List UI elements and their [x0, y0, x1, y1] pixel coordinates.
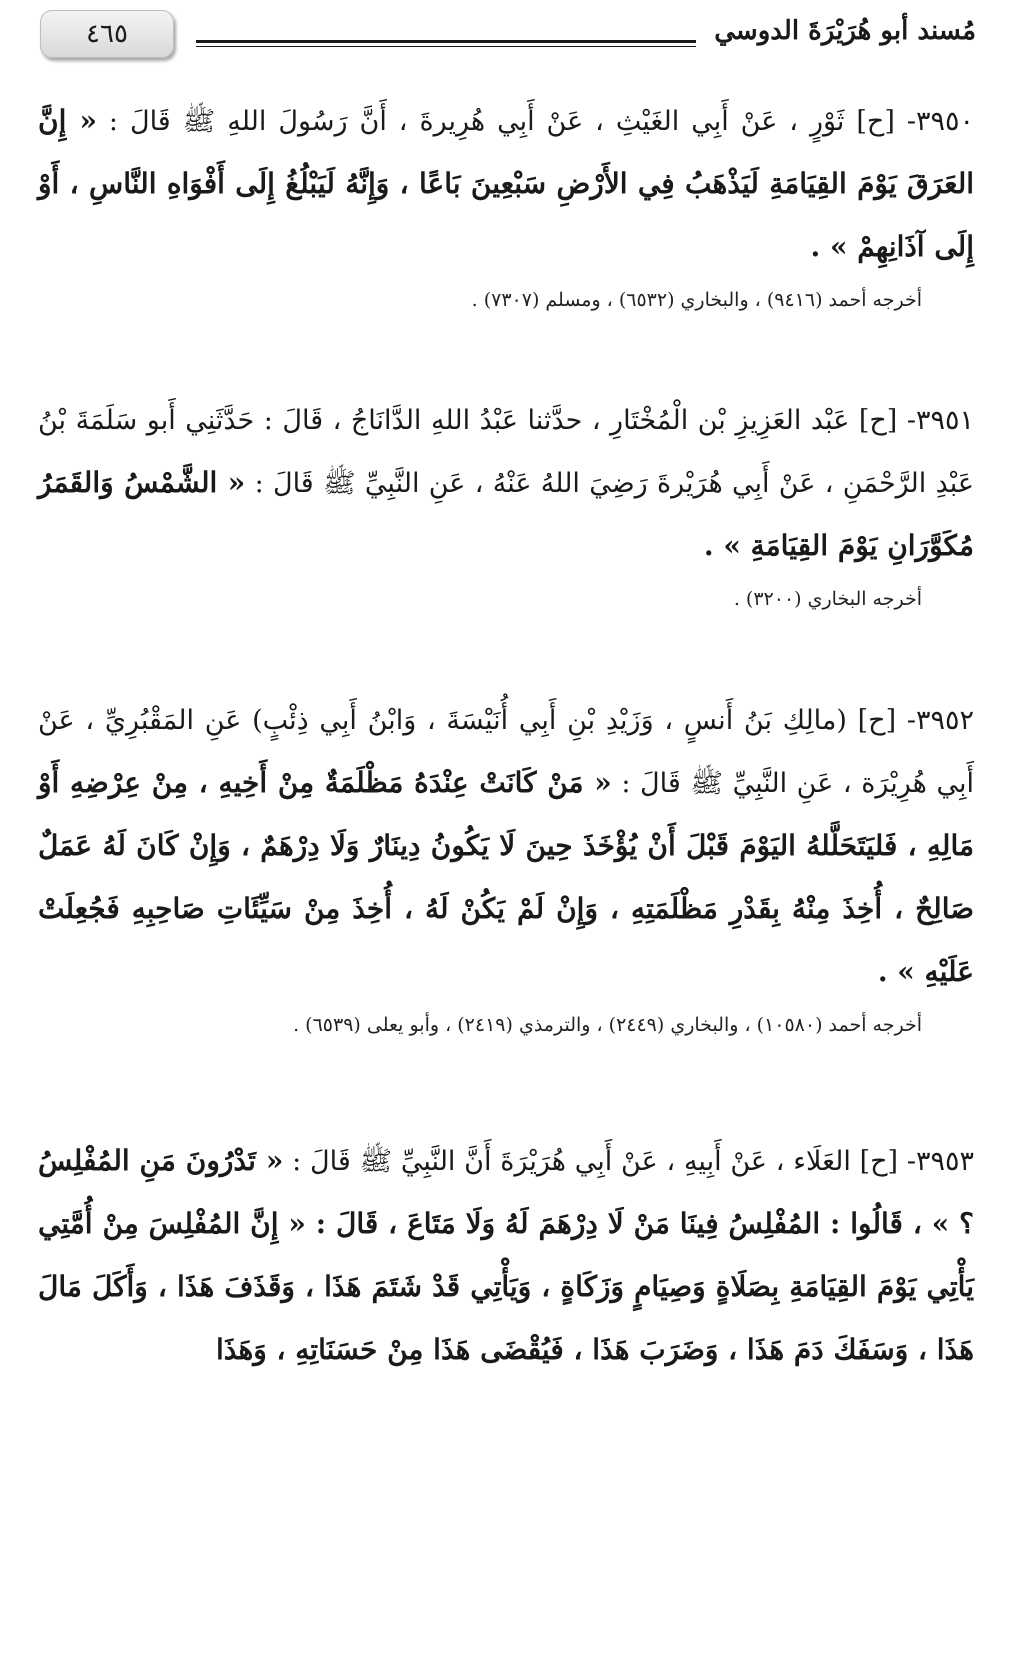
- hadith-matn: « مَنْ كَانَتْ عِنْدَهُ مَظْلَمَةٌ مِنْ أَخِيهِ ، مِنْ عِرْضِهِ أَوْ مَالِهِ ، فَليَتَحَلَّلهُ اليَوْمَ قَبْلَ أَنْ يُؤْخَذَ حِينَ لَا يَكُونُ دِينَارٌ وَلَا دِرْهَمٌ ، وَإِنْ كَانَ لَهُ عَمَلٌ صَالِحٌ ، أُخِذَ مِنْهُ بِقَدْرِ مَظْلَمَتِهِ ، وَإِنْ لَمْ يَكُنْ لَهُ ، أُخِذَ مِنْ سَيِّئَاتِ صَاحِبِهِ فَجُعِلَتْ عَلَيْهِ » .: [38, 766, 974, 988]
- header-rule-thin: [196, 46, 696, 47]
- hadith-matn: « إِنَّ العَرَقَ يَوْمَ القِيَامَةِ لَيَذْهَبُ فِي الأَرْضِ سَبْعِينَ بَاعًا ، وَإِنَّهُ لَيَبْلُغُ إِلَى أَفْوَاهِ النَّاسِ ، أَوْ إِلَى آذَانِهِمْ » .: [38, 104, 974, 263]
- hadith-number: ٣٩٥١-: [906, 405, 974, 436]
- hadith-isnad: [ح] (مالِكِ بَنُ أَنسٍ ، وَزَيْدِ بْنِ أَبِي أُنَيْسَةَ ، وَابْنُ أَبِي ذِئْبٍ) عَنِ المَقْبُرِيِّ ، عَنْ أَبِي هُرِيْرَة ، عَنِ النَّبِيِّ ﷺ قَالَ :: [38, 705, 974, 799]
- hadith-3950: [38, 90, 974, 315]
- hadith-number: ٣٩٥٢-: [906, 705, 974, 736]
- hadith-matn: « تَدْرُونَ مَنِ المُفْلِسُ ؟ » ، قَالُوا : المُفْلِسُ فِينَا مَنْ لَا دِرْهَمَ لَهُ وَلَا مَتَاعَ ، قَالَ : « إِنَّ المُفْلِسَ مِنْ أُمَّتِي يَأْتِي يَوْمَ القِيَامَةِ بِصَلَاةٍ وَصِيَامٍ وَزَكَاةٍ ، وَيَأْتِي قَدْ شَتَمَ هَذَا ، وَقَذَفَ هَذَا ، وَأَكَلَ مَالَ هَذَا ، وَسَفَكَ دَمَ هَذَا ، وَضَرَبَ هَذَا ، فَيُقْضَى هَذَا مِنْ حَسَنَاتِهِ ، وَهَذَا: [38, 1144, 974, 1366]
- hadith-3952: [38, 690, 974, 1040]
- hadith-number: ٣٩٥٠-: [906, 106, 974, 137]
- hadith-number: ٣٩٥٣-: [906, 1146, 975, 1177]
- hadith-isnad: [ح] عَبْد العَزِيزِ بْن الْمُخْتَارِ ، حدَّثنا عَبْدُ اللهِ الدَّانَاجُ ، قَالَ : حَدَّثَنِي أَبو سَلَمَةَ بْنُ عَبْدِ الرَّحْمَنِ ، عَنْ أَبِي هُرَيْرةَ رَضِيَ اللهُ عَنْهُ ، عَنِ النَّبِيِّ ﷺ قَالَ :: [38, 405, 974, 499]
- hadith-body: [38, 90, 974, 279]
- page-header: [36, 6, 976, 62]
- hadith-takhrij: أخرجه البخاري (٣٢٠٠) .: [733, 588, 922, 610]
- hadith-isnad: [ح] العَلَاء ، عَنْ أَبِيهِ ، عَنْ أَبِي هُرَيْرَةَ أَنَّ النَّبِيِّ ﷺ قَالَ :: [292, 1146, 899, 1177]
- hadith-body: [38, 1130, 974, 1382]
- page-number-badge: [40, 10, 174, 58]
- hadith-3953: [38, 1130, 974, 1382]
- hadith-body: [38, 390, 974, 578]
- hadith-isnad: [ح] ثَوْرٍ ، عَنْ أَبِي الغَيْثِ ، عَنْ أَبِي هُرِيرةَ ، أَنَّ رَسُولَ اللهِ ﷺ قَالَ :: [108, 106, 895, 137]
- hadith-takhrij: أخرجه أحمد (١٠٥٨٠) ، والبخاري (٢٤٤٩) ، والترمذي (٢٤١٩) ، وأبو يعلى (٦٥٣٩) .: [293, 1014, 922, 1036]
- running-title: مُسند أبو هُرَيْرَةَ الدوسي: [714, 16, 976, 46]
- page-number: ٤٦٥: [86, 19, 128, 49]
- hadith-body: [38, 690, 974, 1004]
- hadith-3951: [38, 390, 974, 614]
- hadith-takhrij: أخرجه أحمد (٩٤١٦) ، والبخاري (٦٥٣٢) ، ومسلم (٧٣٠٧) .: [471, 289, 922, 311]
- hadith-matn: « الشَّمْسُ وَالقَمَرُ مُكَوَّرَانِ يَوْمَ القِيَامَةِ » .: [38, 466, 974, 562]
- header-rule-thick: [196, 40, 696, 43]
